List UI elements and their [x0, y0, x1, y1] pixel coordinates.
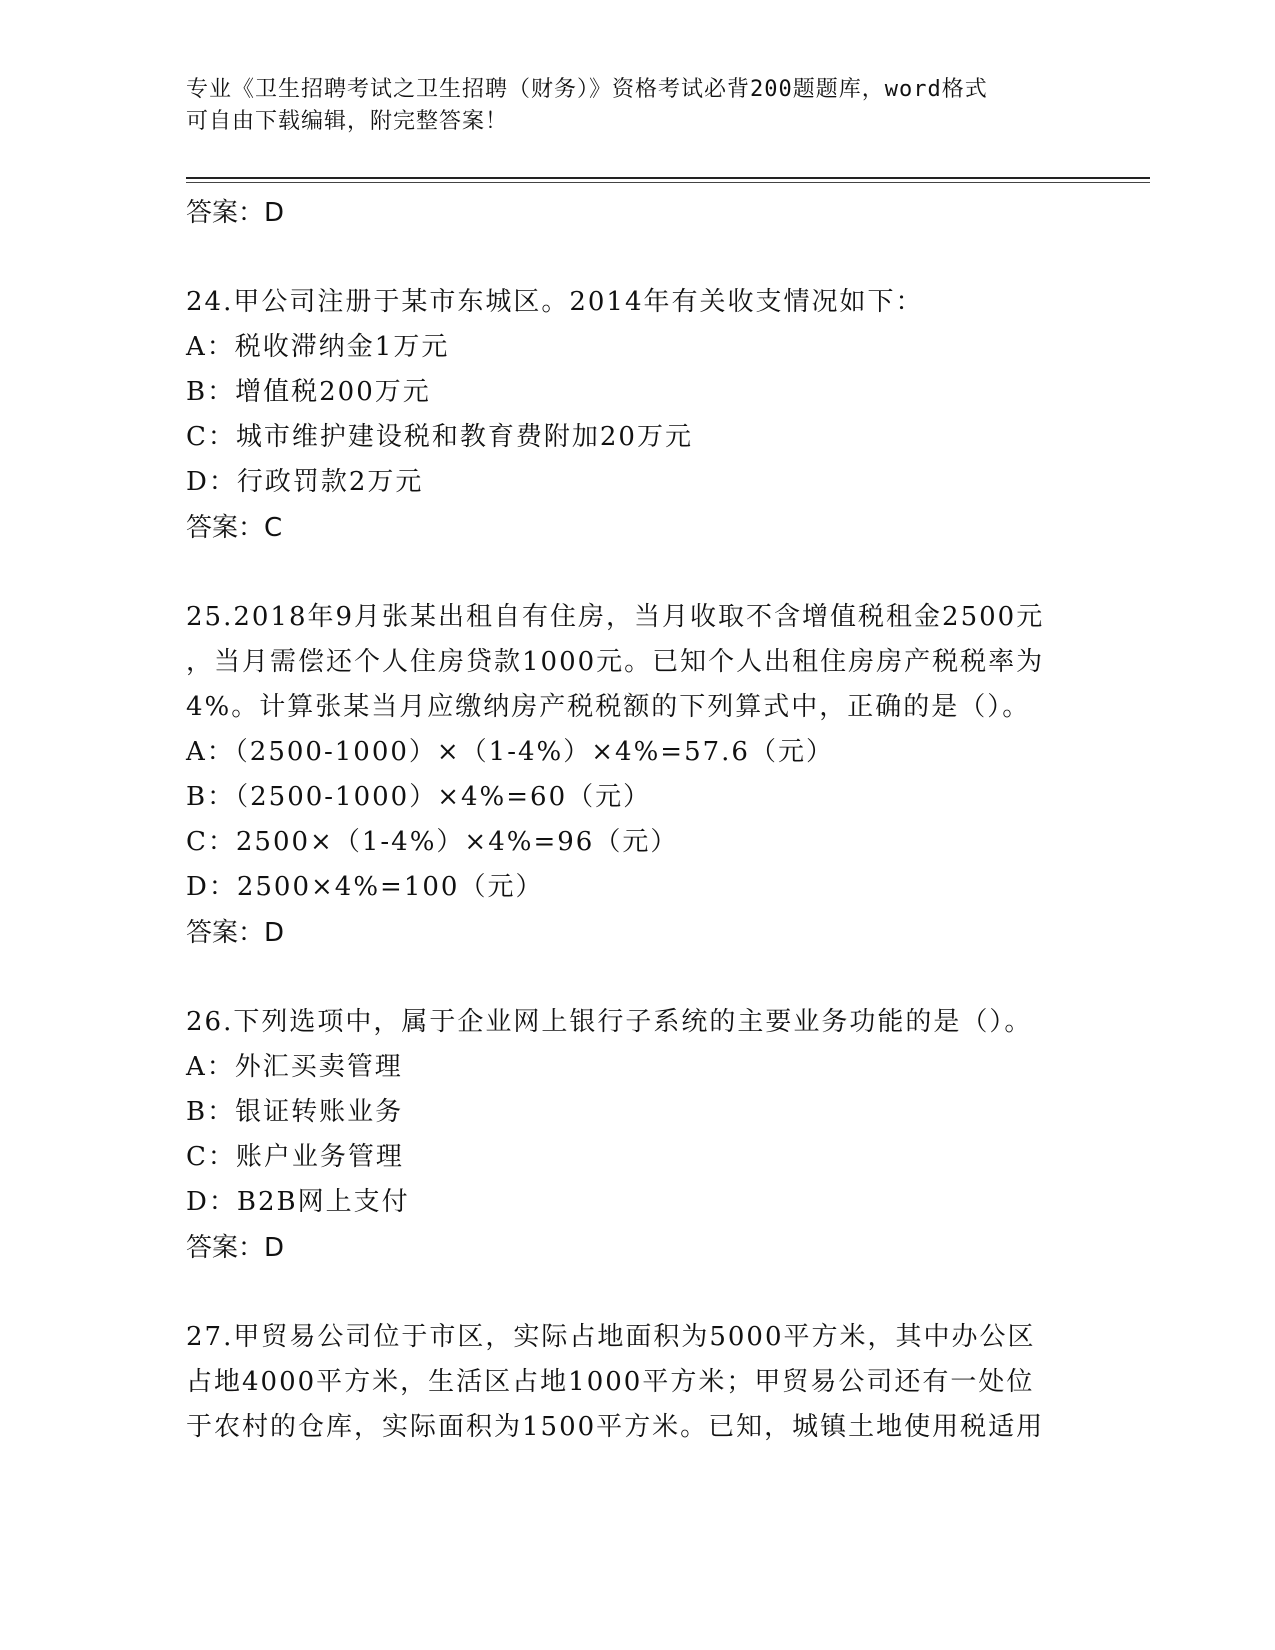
header-line-1: 专业《卫生招聘考试之卫生招聘（财务）》资格考试必背200题题库，word格式: [186, 77, 988, 102]
question-27: [186, 1315, 1086, 1450]
option-a: A：外汇买卖管理: [186, 1052, 403, 1082]
option-b: B：银证转账业务: [186, 1097, 404, 1127]
question-stem: 4%。计算张某当月应缴纳房产税税额的下列算式中，正确的是（）。: [186, 692, 1031, 722]
document-header: [186, 74, 1066, 138]
option-a: A：税收滞纳金1万元: [186, 332, 450, 362]
question-stem: ，当月需偿还个人住房贷款1000元。已知个人出租住房房产税税率为: [186, 647, 1045, 677]
option-a: A：（2500-1000）×（1-4%）×4%=57.6（元）: [186, 737, 834, 767]
answer-label: 答案：D: [186, 198, 285, 228]
option-c: C：2500×（1-4%）×4%=96（元）: [186, 827, 679, 857]
question-stem: 占地4000平方米，生活区占地1000平方米；甲贸易公司还有一处位: [186, 1367, 1035, 1397]
option-b: B：（2500-1000）×4%=60（元）: [186, 782, 652, 812]
question-24: [186, 280, 1086, 551]
question-25: [186, 595, 1086, 956]
header-line-2: 可自由下载编辑，附完整答案！: [186, 109, 509, 134]
question-stem: 26.下列选项中，属于企业网上银行子系统的主要业务功能的是（）。: [186, 1007, 1033, 1037]
question-stem: 于农村的仓库，实际面积为1500平方米。已知，城镇土地使用税适用: [186, 1412, 1045, 1442]
question-list: [186, 190, 1086, 1494]
header-divider-thick: [186, 177, 1150, 179]
question-stem: 25.2018年9月张某出租自有住房，当月收取不含增值税租金2500元: [186, 602, 1045, 632]
answer-label: 答案：C: [186, 513, 283, 543]
question-stem: 27.甲贸易公司位于市区，实际占地面积为5000平方米，其中办公区: [186, 1322, 1036, 1352]
header-divider-thin: [186, 182, 1150, 183]
answer-label: 答案：D: [186, 1233, 285, 1263]
answer-label: 答案：D: [186, 918, 285, 948]
option-b: B：增值税200万元: [186, 377, 431, 407]
option-d: D：行政罚款2万元: [186, 467, 424, 497]
option-d: D：2500×4%=100（元）: [186, 872, 544, 902]
question-26: [186, 1000, 1086, 1271]
option-c: C：账户业务管理: [186, 1142, 404, 1172]
option-d: D：B2B网上支付: [186, 1187, 410, 1217]
option-c: C：城市维护建设税和教育费附加20万元: [186, 422, 693, 452]
question-stem: 24.甲公司注册于某市东城区。2014年有关收支情况如下：: [186, 287, 924, 317]
